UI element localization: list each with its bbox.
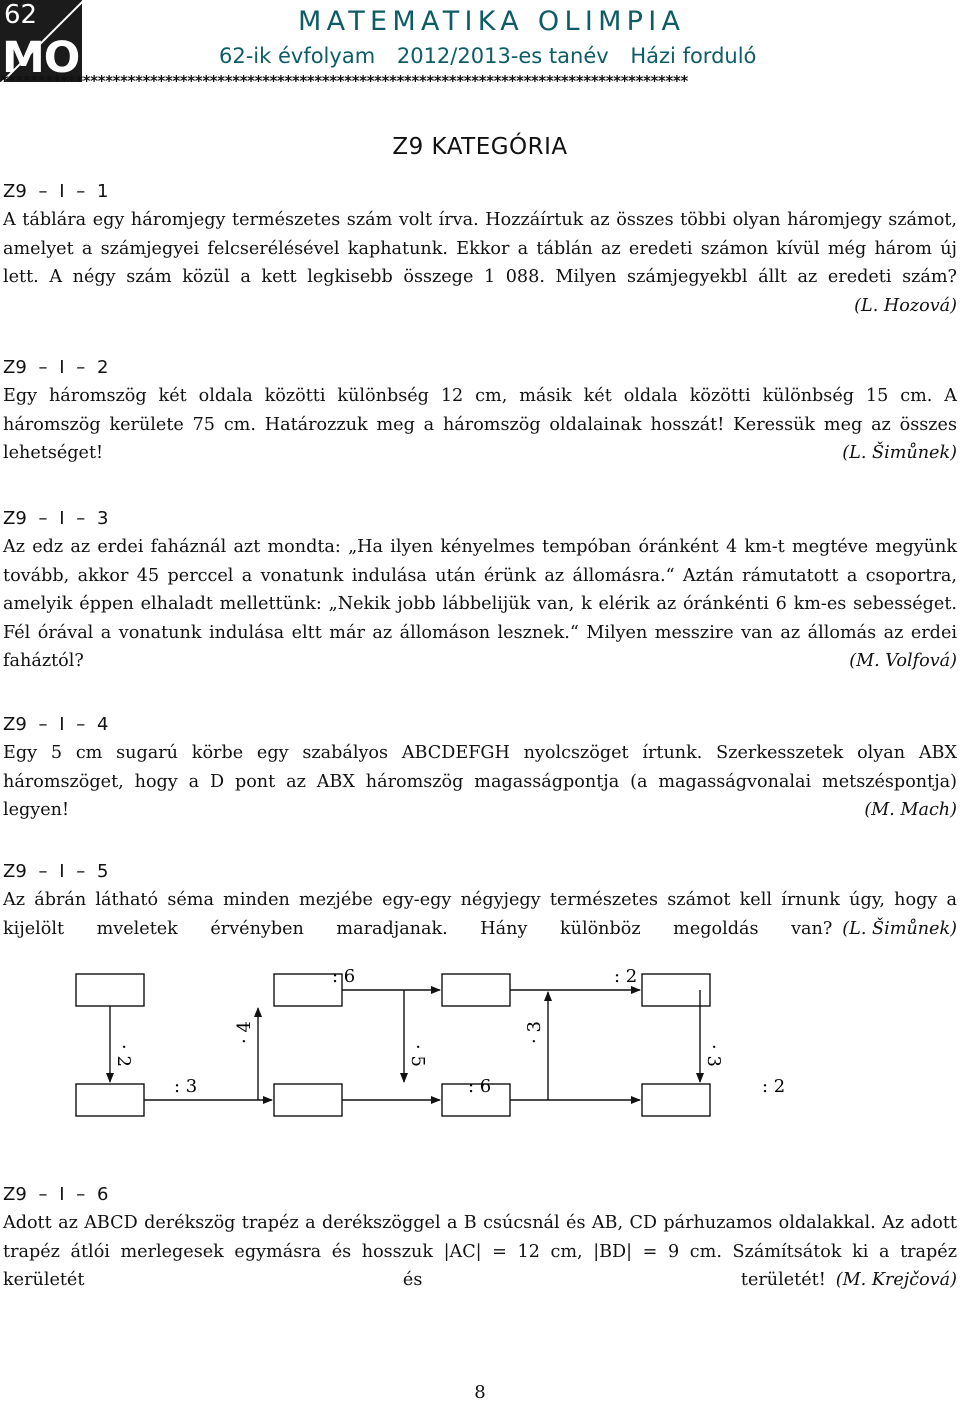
schema-box-top-1: [76, 974, 144, 1006]
problem-5: [3, 858, 957, 943]
problem-body: Egy 5 cm sugarú körbe egy szabályos ABCDEFGH nyolcszöget írtunk. Szerkesszetek olyan ABX háromszöget, hogy a D pont az ABX háromszög magasságpontja (a magasságvonalai metszéspontja) legyen!: [3, 743, 957, 821]
schema-op-vertical-5: · 3: [703, 1044, 724, 1067]
problem-author: (M. Volfová): [849, 651, 957, 672]
schema-box-bottom-1: [76, 1084, 144, 1116]
schema-op-vertical-1: · 2: [113, 1044, 134, 1067]
schema-op-top-1: : 6: [332, 966, 356, 987]
schema-op-vertical-2: · 4: [234, 1021, 255, 1044]
problem-label: Z9 – I – 4: [3, 714, 109, 735]
problem-author: (L. Šimůnek): [842, 443, 957, 464]
category-heading: Z9 KATEGÓRIA: [392, 134, 568, 160]
schema-op-bottom-1: : 3: [174, 1076, 198, 1097]
problem-body: Adott az ABCD derékszög trapéz a derékszöggel a B csúcsnál és AB, CD párhuzamos oldalakkal. Az adott trapéz átlói merlegesek egymásra és hosszuk |AC| = 12 cm, |BD| = 9 cm. Számítsátok ki a trapéz kerületét és területét!: [3, 1213, 957, 1291]
page-subtitle: [219, 44, 771, 68]
problem-3: [3, 505, 957, 676]
schema-op-vertical-3: · 5: [407, 1044, 428, 1067]
operations-schema: [70, 958, 890, 1136]
header-separator: ********************************************************************************************: [0, 72, 688, 90]
problem-author: (L. Šimůnek): [842, 918, 957, 939]
problem-text: [3, 533, 957, 676]
olympiad-logo: [0, 0, 82, 82]
problem-label: Z9 – I – 2: [3, 357, 109, 378]
problem-label: Z9 – I – 1: [3, 181, 109, 202]
subtitle-year: 2012/2013-es tanév: [396, 44, 609, 68]
problem-body: Egy háromszög két oldala közötti különbség 12 cm, másik két oldala közötti különbség 15 cm. A háromszög kerülete 75 cm. Határozzuk meg a háromszög oldalainak hosszát! Keressük meg az összes lehetséget!: [3, 386, 957, 464]
problem-text: [3, 739, 957, 825]
problem-text: [3, 886, 957, 943]
subtitle-grade: 62-ik évfolyam: [219, 44, 376, 68]
problem-body: Az ábrán látható séma minden mezjébe egy-egy négyjegy természetes számot kell írnunk úgy, hogy a kijelölt mveletek érvényben maradjanak. Hány különböz megoldás van?: [3, 890, 957, 939]
problem-label: Z9 – I – 5: [3, 861, 109, 882]
logo-number: 62: [4, 0, 38, 30]
problem-body: Az edz az erdei faháznál azt mondta: „Ha ilyen kényelmes tempóban óránként 4 km-t megtéve megyünk tovább, akkor 45 perccel a vonatunk indulása után érünk az állomásra.“ Aztán rámutatott a csoportra, amelyik éppen elhaladt mellettünk: „Nekik jobb lábbelijük van, k elérik az óránkénti 6 km-es sebességet. Fél órával a vonatunk indulása eltt már az állomáson lesznek.“ Milyen messzire van az állomás az erdei faháztól?: [3, 537, 957, 672]
page-number: 8: [474, 1382, 486, 1403]
logo-letters: MO: [2, 33, 80, 82]
problem-1: [3, 178, 957, 320]
problem-4: [3, 711, 957, 825]
problem-6: [3, 1181, 957, 1295]
problem-label: Z9 – I – 6: [3, 1184, 109, 1205]
problem-author: (M. Krejčová): [835, 1270, 957, 1291]
schema-op-top-2: : 2: [614, 966, 638, 987]
schema-op-vertical-4: · 3: [524, 1021, 545, 1044]
problem-text: [3, 382, 957, 468]
schema-op-bottom-2: : 6: [468, 1076, 492, 1097]
problem-2: [3, 354, 957, 468]
problem-author: (M. Mach): [864, 800, 957, 821]
problem-label: Z9 – I – 3: [3, 508, 109, 529]
problem-text: [3, 206, 957, 316]
schema-op-bottom-3: : 2: [762, 1076, 786, 1097]
page-title: MATEMATIKA OLIMPIA: [298, 6, 686, 37]
schema-box-top-3: [442, 974, 510, 1006]
schema-box-bottom-2: [274, 1084, 342, 1116]
problem-author: (L. Hozová): [854, 295, 957, 316]
problem-body: A táblára egy háromjegy természetes szám volt írva. Hozzáírtuk az összes többi olyan háromjegy számot, amelyet a számjegyei felcserélésével kaphatunk. Ekkor a táblán az eredeti számon kívül még három új lett. A négy szám közül a kett legkisebb összege 1 088. Milyen számjegyekbl állt az eredeti szám?: [3, 210, 957, 288]
subtitle-round: Házi forduló: [630, 44, 757, 68]
problem-text: [3, 1209, 957, 1295]
schema-box-bottom-4: [642, 1084, 710, 1116]
